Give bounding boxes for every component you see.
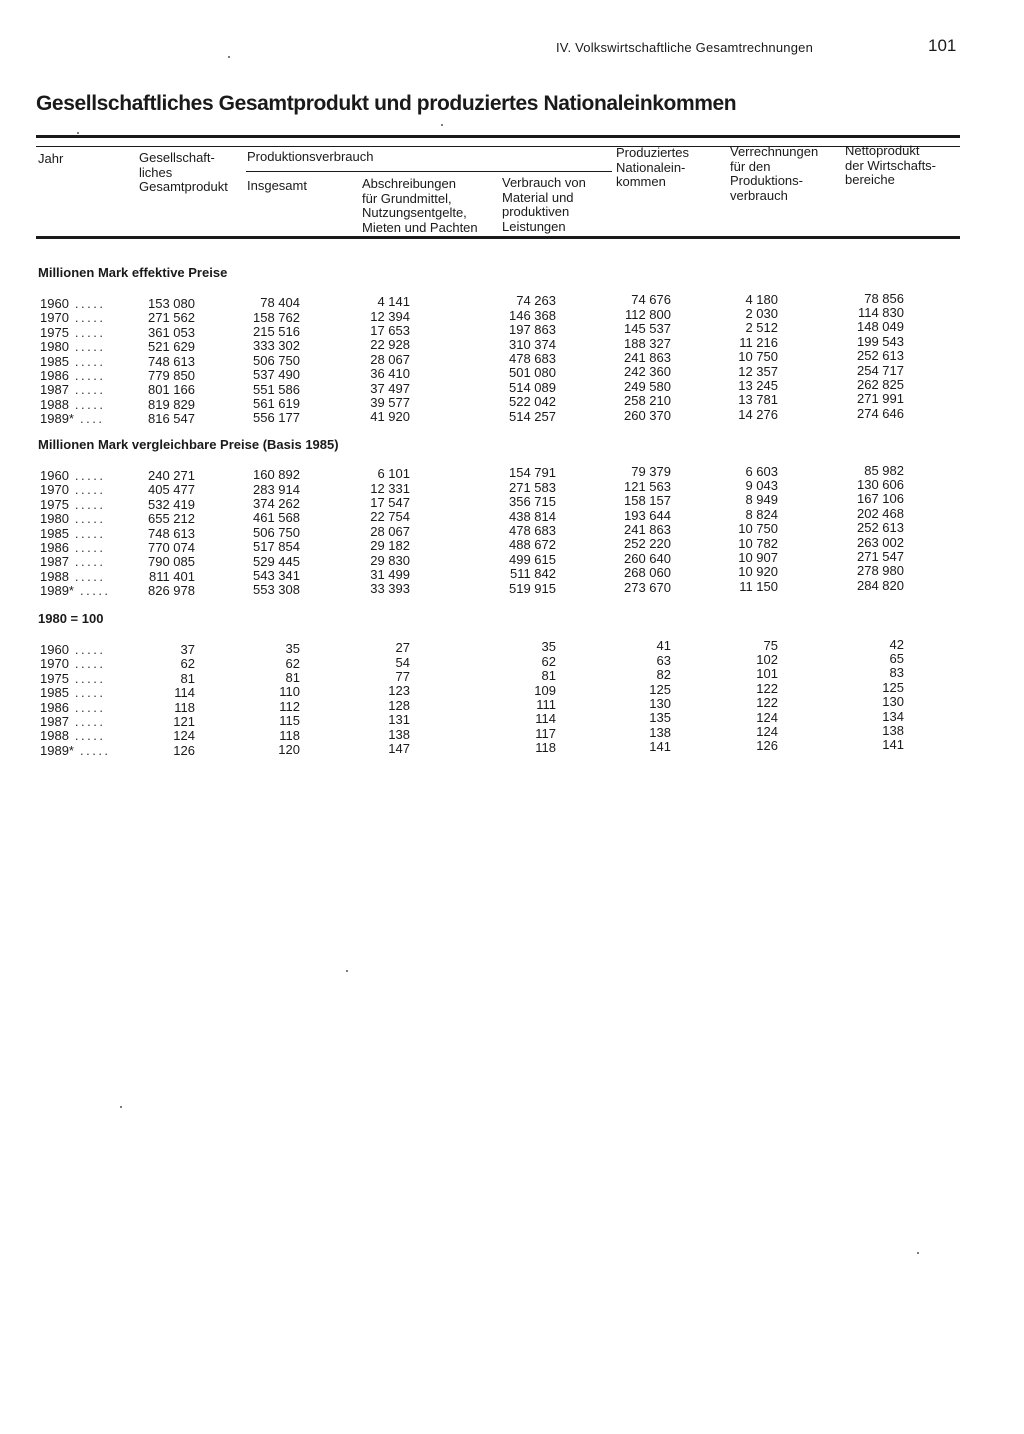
table-cell: 801 166 xyxy=(148,382,195,398)
row-leader-dots: ..... xyxy=(74,324,106,340)
table-cell: 114 830 xyxy=(857,305,904,320)
row-year xyxy=(40,482,130,497)
table-cell: 514 089 xyxy=(509,379,556,395)
row-leader-dots: ..... xyxy=(74,699,106,715)
table-cell: 501 080 xyxy=(509,365,556,381)
row-leader-dots: ..... xyxy=(74,656,106,672)
row-year xyxy=(40,511,130,526)
table-cell: 128 xyxy=(388,697,410,713)
table-cell: 36 410 xyxy=(370,366,410,382)
table-cell: 8 949 xyxy=(745,492,778,508)
scan-speck xyxy=(77,132,79,134)
header-jahr: Jahr xyxy=(38,151,64,166)
header-gesamtprodukt: Gesellschaft- liches Gesamtprodukt xyxy=(139,150,228,194)
table-cell: 79 379 xyxy=(631,464,671,480)
table-cell: 131 xyxy=(388,712,410,728)
row-year-text: 1970 xyxy=(40,482,69,498)
table-cell: 126 xyxy=(173,742,195,758)
table-cell: 13 245 xyxy=(738,377,778,393)
table-cell: 122 xyxy=(756,680,778,696)
row-year xyxy=(40,397,130,412)
table-cell: 78 856 xyxy=(864,290,904,306)
table-cell: 28 067 xyxy=(370,351,410,367)
row-leader-dots: ..... xyxy=(79,742,111,758)
row-year xyxy=(40,526,130,541)
row-year xyxy=(40,700,130,715)
table-cell: 114 xyxy=(174,685,195,701)
table-cell: 130 606 xyxy=(857,477,904,492)
table-cell: 147 xyxy=(388,741,410,756)
table-cell: 551 586 xyxy=(253,381,300,397)
table-cell: 81 xyxy=(285,669,300,685)
scan-speck xyxy=(917,1252,919,1254)
row-year xyxy=(40,714,130,729)
row-leader-dots: ..... xyxy=(74,540,106,555)
table-cell: 6 603 xyxy=(745,463,778,479)
row-year xyxy=(40,656,130,671)
row-year xyxy=(40,382,130,397)
table-row xyxy=(0,577,1024,599)
table-cell: 8 824 xyxy=(745,506,778,522)
table-cell: 125 xyxy=(882,679,904,695)
row-leader-dots: ..... xyxy=(74,468,106,483)
row-leader-dots: ..... xyxy=(74,714,106,729)
table-cell: 65 xyxy=(889,651,904,666)
table-cell: 102 xyxy=(756,651,778,667)
table-cell: 10 782 xyxy=(738,535,778,551)
table-cell: 109 xyxy=(534,682,556,698)
table-cell: 529 445 xyxy=(253,553,300,569)
table-cell: 199 543 xyxy=(857,333,904,349)
table-cell: 258 210 xyxy=(624,393,671,409)
row-leader-dots: ..... xyxy=(74,685,106,701)
produktionsverbrauch-rule xyxy=(246,171,612,172)
table-cell: 748 613 xyxy=(148,525,195,541)
table-cell: 748 613 xyxy=(148,353,195,369)
table-cell: 54 xyxy=(395,654,410,670)
table-cell: 260 640 xyxy=(624,550,671,566)
row-year-text: 1987 xyxy=(40,554,69,570)
table-cell: 241 863 xyxy=(624,522,671,537)
table-cell: 22 928 xyxy=(370,337,410,353)
table-cell: 120 xyxy=(278,741,300,757)
header-insgesamt: Insgesamt xyxy=(247,178,307,193)
table-top-rule xyxy=(36,135,960,138)
page-number: 101 xyxy=(928,36,957,55)
table-cell: 10 750 xyxy=(738,521,778,537)
table-cell: 124 xyxy=(756,723,778,739)
table-cell: 10 920 xyxy=(738,564,778,580)
table-cell: 124 xyxy=(173,728,195,744)
table-cell: 85 982 xyxy=(864,462,904,478)
table-cell: 148 049 xyxy=(857,319,904,335)
row-leader-dots: ..... xyxy=(74,554,106,570)
table-cell: 17 547 xyxy=(370,495,410,510)
row-year-text: 1987 xyxy=(40,382,69,398)
table-cell: 135 xyxy=(649,710,671,726)
table-cell: 499 615 xyxy=(509,551,556,567)
table-cell: 37 xyxy=(180,642,195,657)
table-cell: 130 xyxy=(649,696,671,711)
table-cell: 271 562 xyxy=(148,310,195,326)
table-cell: 521 629 xyxy=(148,339,195,355)
row-leader-dots: ..... xyxy=(74,728,106,744)
table-cell: 252 613 xyxy=(857,348,904,364)
table-cell: 263 002 xyxy=(857,534,904,550)
row-leader-dots: ..... xyxy=(74,511,106,527)
table-cell: 110 xyxy=(279,684,300,700)
table-cell: 310 374 xyxy=(509,336,556,352)
row-leader-dots: ..... xyxy=(74,642,106,657)
row-year xyxy=(40,728,130,743)
table-cell: 11 150 xyxy=(739,578,778,594)
table-cell: 118 xyxy=(535,740,556,756)
page-title: Gesellschaftliches Gesamtprodukt und produziertes Nationaleinkommen xyxy=(36,92,737,115)
section-label: Millionen Mark effektive Preise xyxy=(38,265,228,280)
row-year-text: 1980 xyxy=(40,511,69,527)
table-cell: 811 401 xyxy=(148,568,195,584)
row-leader-dots: ..... xyxy=(74,670,106,686)
table-cell: 537 490 xyxy=(253,367,300,383)
table-cell: 242 360 xyxy=(624,364,671,380)
table-cell: 197 863 xyxy=(509,322,556,338)
row-year xyxy=(40,642,130,657)
table-cell: 12 394 xyxy=(370,308,410,324)
scan-speck xyxy=(228,56,230,58)
table-cell: 12 331 xyxy=(370,480,410,496)
row-year-text: 1975 xyxy=(40,670,69,686)
table-cell: 111 xyxy=(536,696,556,712)
row-year-text: 1975 xyxy=(40,324,69,340)
row-year xyxy=(40,569,130,584)
table-cell: 138 xyxy=(649,724,671,740)
table-cell: 62 xyxy=(541,653,556,669)
table-cell: 478 683 xyxy=(509,350,556,366)
row-year-text: 1960 xyxy=(40,296,69,311)
table-cell: 532 419 xyxy=(148,496,195,512)
table-cell: 29 182 xyxy=(370,538,410,554)
table-cell: 522 042 xyxy=(509,394,556,410)
row-year xyxy=(40,354,130,369)
table-cell: 118 xyxy=(279,727,300,743)
header-produktionsverbrauch: Produktionsverbrauch xyxy=(247,149,374,164)
table-cell: 28 067 xyxy=(370,523,410,539)
scan-speck xyxy=(441,124,443,126)
table-cell: 42 xyxy=(889,636,904,652)
row-year-text: 1970 xyxy=(40,656,69,672)
table-cell: 35 xyxy=(285,641,300,657)
table-row xyxy=(0,405,1024,427)
table-cell: 12 357 xyxy=(738,363,778,379)
table-cell: 41 920 xyxy=(370,409,410,425)
table-cell: 62 xyxy=(180,656,195,672)
table-cell: 35 xyxy=(541,639,556,655)
table-cell: 252 613 xyxy=(857,520,904,536)
row-year-text: 1980 xyxy=(40,339,69,355)
row-leader-dots: ..... xyxy=(74,310,106,326)
table-cell: 488 672 xyxy=(509,537,556,553)
table-cell: 438 814 xyxy=(509,508,556,524)
table-cell: 506 750 xyxy=(253,352,300,368)
table-cell: 63 xyxy=(656,652,671,668)
row-year xyxy=(40,583,130,598)
table-cell: 13 781 xyxy=(738,392,778,408)
table-cell: 9 043 xyxy=(745,477,778,493)
table-cell: 10 907 xyxy=(738,549,778,565)
table-cell: 405 477 xyxy=(148,482,195,498)
scan-speck xyxy=(346,970,348,972)
section-label: 1980 = 100 xyxy=(38,611,104,626)
row-year xyxy=(40,743,130,758)
table-cell: 31 499 xyxy=(370,567,410,582)
table-cell: 115 xyxy=(279,713,300,729)
row-year-text: 1986 xyxy=(40,540,69,555)
row-year xyxy=(40,497,130,512)
row-year-text: 1989* xyxy=(40,742,74,758)
header-nettoprodukt: Nettoprodukt der Wirtschafts- bereiche xyxy=(845,143,937,187)
table-cell: 37 497 xyxy=(370,380,410,396)
table-cell: 254 717 xyxy=(857,362,904,378)
table-cell: 215 516 xyxy=(253,323,300,339)
row-year xyxy=(40,339,130,354)
table-cell: 283 914 xyxy=(253,481,300,497)
row-year xyxy=(40,310,130,325)
table-cell: 826 978 xyxy=(148,583,195,599)
table-cell: 158 762 xyxy=(253,309,300,325)
row-leader-dots: .... xyxy=(79,411,105,427)
table-cell: 819 829 xyxy=(148,396,195,412)
table-cell: 543 341 xyxy=(253,567,300,583)
table-cell: 511 842 xyxy=(509,566,556,582)
table-cell: 188 327 xyxy=(624,335,671,351)
table-cell: 126 xyxy=(756,738,778,754)
table-cell: 556 177 xyxy=(253,410,300,426)
table-cell: 112 800 xyxy=(624,306,671,322)
table-cell: 138 xyxy=(882,723,904,738)
row-year xyxy=(40,554,130,569)
section-label: Millionen Mark vergleichbare Preise (Basis 1985) xyxy=(38,437,339,452)
table-cell: 141 xyxy=(649,739,671,755)
table-cell: 2 030 xyxy=(745,305,778,321)
table-cell: 130 xyxy=(882,694,904,710)
table-cell: 81 xyxy=(541,668,556,684)
table-cell: 461 568 xyxy=(253,510,300,526)
table-cell: 770 074 xyxy=(148,540,195,555)
row-leader-dots: ..... xyxy=(74,353,106,369)
row-year xyxy=(40,368,130,383)
table-cell: 271 991 xyxy=(857,391,904,407)
table-cell: 278 980 xyxy=(857,563,904,579)
table-cell: 167 106 xyxy=(857,491,904,507)
row-year xyxy=(40,671,130,686)
table-cell: 101 xyxy=(756,666,778,682)
row-year-text: 1986 xyxy=(40,368,69,383)
table-cell: 134 xyxy=(882,708,904,724)
table-cell: 514 257 xyxy=(509,408,556,424)
row-year xyxy=(40,296,130,311)
table-cell: 121 xyxy=(173,714,195,729)
header-verrechnungen: Verrechnungen für den Produktions- verbrauch xyxy=(730,144,819,203)
table-cell: 268 060 xyxy=(624,565,671,581)
table-cell: 333 302 xyxy=(253,338,300,354)
row-year xyxy=(40,540,130,555)
table-cell: 117 xyxy=(535,725,556,741)
row-year xyxy=(40,325,130,340)
table-cell: 138 xyxy=(388,726,410,742)
row-year-text: 1989* xyxy=(40,583,74,599)
table-cell: 6 101 xyxy=(377,466,410,482)
table-cell: 10 750 xyxy=(738,349,778,365)
table-cell: 241 863 xyxy=(624,350,671,365)
table-cell: 17 653 xyxy=(370,323,410,338)
table-cell: 284 820 xyxy=(857,577,904,593)
table-cell: 39 577 xyxy=(370,395,410,410)
row-leader-dots: ..... xyxy=(74,382,106,398)
scan-speck xyxy=(120,1106,122,1108)
table-cell: 22 754 xyxy=(370,509,410,525)
table-cell: 29 830 xyxy=(370,552,410,568)
header-nationaleinkommen: Produziertes Nationalein- kommen xyxy=(616,145,689,189)
table-cell: 519 915 xyxy=(509,580,556,596)
table-cell: 77 xyxy=(395,669,410,684)
table-cell: 124 xyxy=(756,709,778,725)
table-cell: 122 xyxy=(756,695,778,711)
table-cell: 561 619 xyxy=(253,395,300,411)
table-cell: 83 xyxy=(889,665,904,681)
row-year-text: 1960 xyxy=(40,642,69,657)
row-leader-dots: ..... xyxy=(79,583,111,599)
table-cell: 271 547 xyxy=(857,549,904,564)
row-leader-dots: ..... xyxy=(74,568,106,584)
table-cell: 655 212 xyxy=(148,511,195,527)
row-year xyxy=(40,468,130,483)
table-cell: 262 825 xyxy=(857,377,904,392)
table-cell: 2 512 xyxy=(745,320,778,336)
table-cell: 260 370 xyxy=(624,407,671,423)
table-cell: 114 xyxy=(535,711,556,727)
table-cell: 356 715 xyxy=(509,494,556,510)
table-cell: 118 xyxy=(174,699,195,715)
row-year-text: 1986 xyxy=(40,699,69,715)
table-cell: 153 080 xyxy=(148,296,195,311)
row-year-text: 1970 xyxy=(40,310,69,326)
table-cell: 779 850 xyxy=(148,368,195,383)
table-cell: 146 368 xyxy=(509,307,556,323)
table-cell: 27 xyxy=(395,640,410,656)
table-cell: 82 xyxy=(656,667,671,683)
table-cell: 145 537 xyxy=(624,321,671,337)
table-cell: 75 xyxy=(763,637,778,653)
table-cell: 4 180 xyxy=(745,291,778,307)
row-year-text: 1960 xyxy=(40,468,69,483)
table-cell: 141 xyxy=(882,737,904,753)
header-bottom-rule xyxy=(36,236,960,239)
row-year xyxy=(40,685,130,700)
table-cell: 11 216 xyxy=(739,334,778,350)
row-leader-dots: ..... xyxy=(74,339,106,355)
table-cell: 252 220 xyxy=(624,536,671,552)
row-leader-dots: ..... xyxy=(74,296,106,311)
table-cell: 62 xyxy=(285,655,300,671)
table-cell: 41 xyxy=(656,638,671,654)
row-leader-dots: ..... xyxy=(74,525,106,541)
table-cell: 74 676 xyxy=(631,292,671,308)
table-cell: 506 750 xyxy=(253,524,300,540)
table-cell: 125 xyxy=(649,681,671,697)
row-year xyxy=(40,411,130,426)
header-verbrauch: Verbrauch von Material und produktiven Leistungen xyxy=(502,175,586,234)
table-cell: 14 276 xyxy=(738,406,778,422)
table-cell: 249 580 xyxy=(624,378,671,394)
table-cell: 790 085 xyxy=(148,554,195,570)
table-cell: 74 263 xyxy=(516,293,556,309)
row-leader-dots: ..... xyxy=(74,368,106,383)
running-head: IV. Volkswirtschaftliche Gesamtrechnungen xyxy=(556,40,814,55)
row-year-text: 1988 xyxy=(40,396,69,412)
table-cell: 123 xyxy=(388,683,410,699)
row-year-text: 1985 xyxy=(40,525,69,541)
row-leader-dots: ..... xyxy=(74,482,106,498)
row-year-text: 1988 xyxy=(40,568,69,584)
row-year-text: 1989* xyxy=(40,411,74,427)
table-header-rule xyxy=(36,146,960,147)
table-cell: 202 468 xyxy=(857,505,904,521)
row-year-text: 1975 xyxy=(40,496,69,512)
table-cell: 33 393 xyxy=(370,581,410,597)
table-cell: 517 854 xyxy=(253,539,300,555)
table-cell: 121 563 xyxy=(624,478,671,494)
table-cell: 240 271 xyxy=(148,468,195,483)
table-cell: 158 157 xyxy=(624,493,671,509)
table-cell: 81 xyxy=(180,670,195,686)
table-cell: 274 646 xyxy=(857,405,904,421)
table-cell: 374 262 xyxy=(253,495,300,511)
table-cell: 816 547 xyxy=(148,411,195,427)
table-row xyxy=(0,737,1024,758)
table-cell: 361 053 xyxy=(148,324,195,340)
table-cell: 78 404 xyxy=(260,295,300,311)
table-cell: 478 683 xyxy=(509,522,556,538)
table-cell: 112 xyxy=(279,698,300,714)
table-cell: 193 644 xyxy=(624,507,671,523)
table-cell: 553 308 xyxy=(253,582,300,598)
table-cell: 160 892 xyxy=(253,467,300,483)
row-year-text: 1988 xyxy=(40,728,69,744)
row-year-text: 1985 xyxy=(40,685,69,701)
row-leader-dots: ..... xyxy=(74,396,106,412)
row-year-text: 1985 xyxy=(40,353,69,369)
table-cell: 271 583 xyxy=(509,479,556,495)
table-cell: 273 670 xyxy=(624,579,671,595)
table-cell: 4 141 xyxy=(377,294,410,310)
header-abschreibungen: Abschreibungen für Grundmittel, Nutzungsentgelte, Mieten und Pachten xyxy=(362,176,478,235)
table-cell: 154 791 xyxy=(509,465,556,481)
row-leader-dots: ..... xyxy=(74,496,106,512)
row-year-text: 1987 xyxy=(40,714,69,729)
